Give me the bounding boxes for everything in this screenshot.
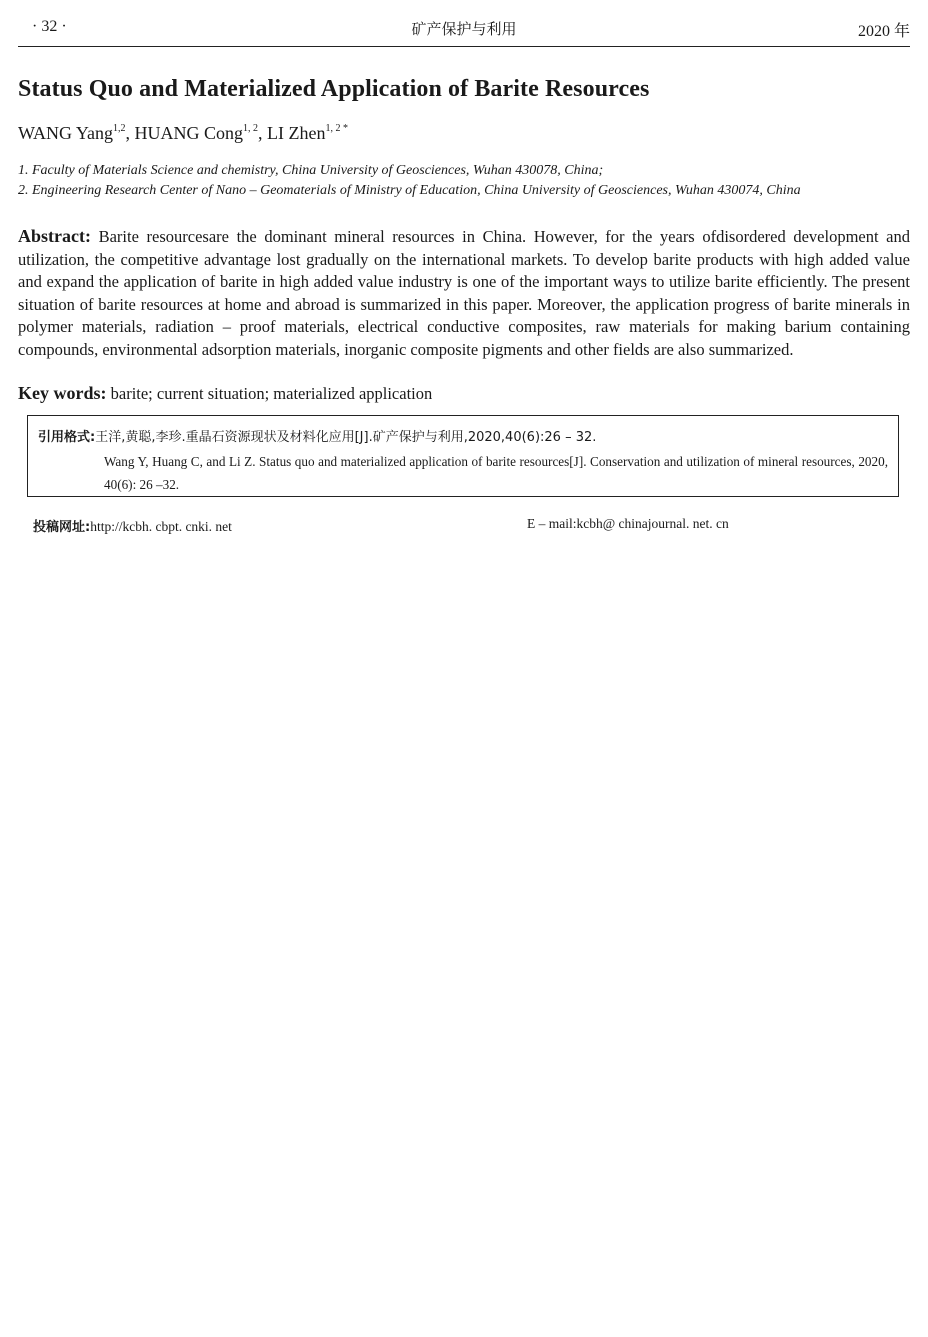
author-name: LI Zhen	[267, 123, 326, 143]
author-list	[18, 123, 348, 144]
article-title: Status Quo and Materialized Application of Barite Resources	[18, 76, 650, 102]
author-affiliation-mark: 1, 2	[243, 123, 259, 134]
author-separator: ,	[125, 123, 135, 143]
citation-cn-text: 王洋,黄聪,李珍.重晶石资源现状及材料化应用[J].矿产保护与利用,2020,40(6):26 – 32.	[95, 430, 597, 445]
citation-box	[27, 415, 899, 497]
keywords-label: Key words:	[18, 383, 107, 403]
affiliation-2: 2. Engineering Research Center of Nano – Geomaterials of Ministry of Education, China University of Geosciences, Wuhan 430074, China	[18, 183, 801, 198]
author-affiliation-mark: 1, 2 *	[325, 123, 349, 134]
abstract-paragraph	[18, 225, 910, 362]
citation-cn-line	[38, 426, 596, 446]
abstract-label: Abstract:	[18, 226, 91, 246]
journal-name: 矿产保护与利用	[411, 20, 517, 38]
header-year: 2020 年	[857, 23, 910, 40]
keywords-line	[18, 383, 432, 404]
page-number: · 32 ·	[32, 18, 67, 35]
affiliation-1: 1. Faculty of Materials Science and chemistry, China University of Geosciences, Wuhan 430078, China;	[18, 163, 604, 178]
author-name: WANG Yang	[18, 123, 114, 143]
citation-label: 引用格式:	[38, 430, 96, 445]
submission-label: 投稿网址:	[33, 520, 91, 535]
abstract-text: Barite resourcesare the dominant mineral resources in China. However, for the years ofdisordered development and utilization, the competitive advantage lost gradually on the international markets. To develop barite products with high added value and expand the application of barite in high added value industry is one of the important ways to utilize barite efficiently. The present situation of barite resources at home and abroad is summarized in this paper. Moreover, the application progress of barite minerals in polymer materials, radiation – proof materials, electrical conductive composites, raw materials for making barium containing compounds, environmental adsorption materials, inorganic composite pigments and other fields are also summarized.	[18, 227, 910, 359]
author-separator: ,	[258, 123, 268, 143]
citation-en-text: Wang Y, Huang C, and Li Z. Status quo and materialized application of barite resources[J]. Conservation and utilization of mineral resources, 2020, 40(6): 26 –32.	[104, 454, 888, 492]
author-name: HUANG Cong	[134, 123, 244, 143]
running-header	[18, 14, 910, 47]
submission-url[interactable]: http://kcbh. cbpt. cnki. net	[90, 519, 232, 534]
contact-email[interactable]: E – mail:kcbh@ chinajournal. net. cn	[527, 516, 729, 531]
submission-site	[33, 516, 232, 535]
keywords-text: barite; current situation; materialized application	[110, 384, 433, 403]
author-affiliation-mark: 1,2	[113, 123, 126, 134]
